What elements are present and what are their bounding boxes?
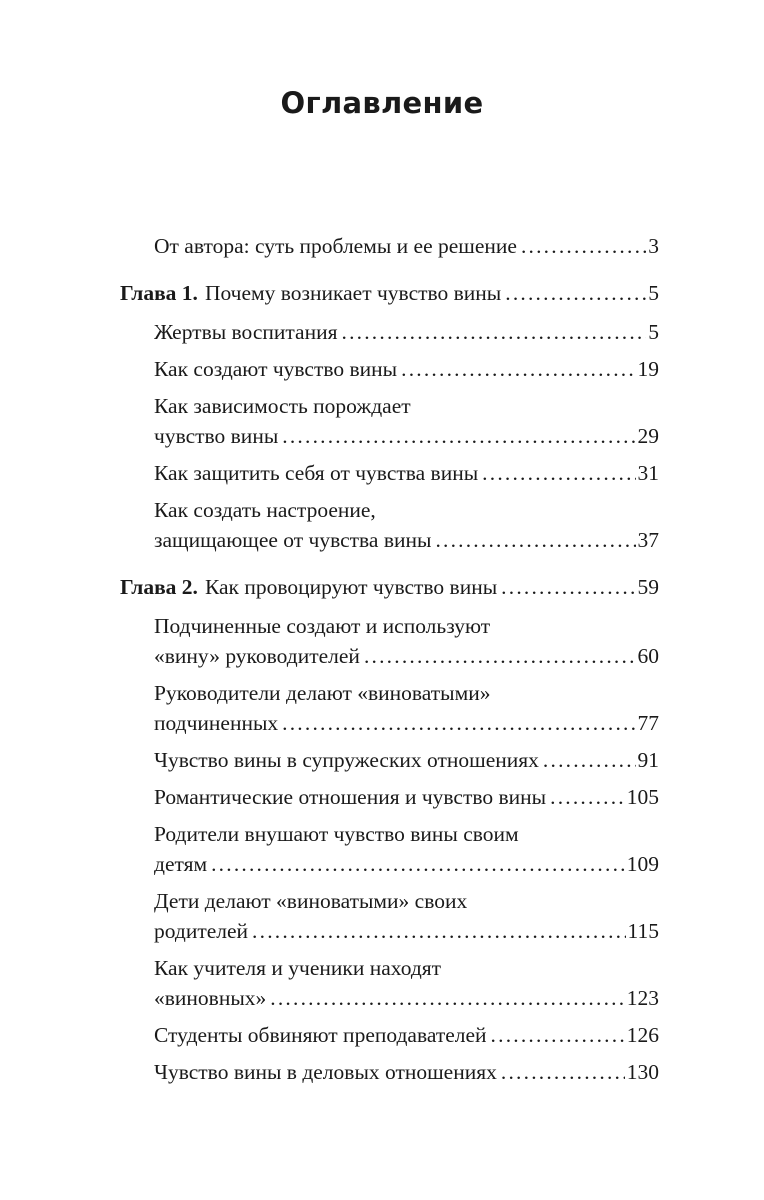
toc-entry-page: 115 (627, 919, 659, 943)
toc-entry-page: 91 (637, 748, 659, 772)
toc-entry-page: 60 (637, 644, 659, 668)
leader-dots (211, 849, 625, 879)
toc-entry (154, 819, 659, 879)
toc-entry-title-line1: Как зависимость порождает (154, 394, 411, 418)
toc-entry-title-line2: детям (154, 852, 208, 876)
toc-entry-title: Почему возникает чувство вины (204, 281, 502, 305)
toc-entry-title-line2: «вину» руководителей (154, 644, 360, 668)
toc-entry-page: 3 (648, 234, 659, 258)
leader-dots (501, 1057, 625, 1087)
leader-dots (282, 708, 635, 738)
toc-entry-page: 130 (626, 1060, 659, 1084)
toc-entry (154, 458, 659, 488)
toc-entry-author-preface (154, 231, 659, 261)
toc-entry (154, 886, 659, 946)
chapter-label: Глава 1. (120, 281, 198, 305)
toc-entry-title: Как создают чувство вины (154, 357, 398, 381)
toc-entry (154, 953, 659, 1013)
leader-dots (482, 458, 635, 488)
toc-entry-title: Жертвы воспитания (154, 320, 338, 344)
toc-entry-title-line2: подчиненных (154, 711, 279, 735)
toc-entry-page: 5 (648, 281, 659, 305)
toc-entry-title-line1: Как создать настроение, (154, 498, 376, 522)
toc-entry (154, 745, 659, 775)
toc-entry-title-line2: защищающее от чувства вины (154, 528, 432, 552)
toc-entry-title: Как защитить себя от чувства вины (154, 461, 479, 485)
toc-entry-title-line1: Подчиненные создают и используют (154, 614, 491, 638)
toc-entry-page: 126 (626, 1023, 659, 1047)
toc-entry-title-line1: Как учителя и ученики находят (154, 956, 442, 980)
table-of-contents (0, 231, 764, 1087)
chapter-label: Глава 2. (120, 575, 198, 599)
leader-dots (270, 983, 624, 1013)
leader-dots (550, 782, 625, 812)
toc-entry-page: 31 (637, 461, 659, 485)
toc-entry (154, 391, 659, 451)
leader-dots (543, 745, 636, 775)
leader-dots (342, 317, 647, 347)
toc-chapter-2 (120, 572, 659, 602)
toc-entry-page: 59 (637, 575, 659, 599)
toc-entry (154, 495, 659, 555)
toc-entry-title-line2: чувство вины (154, 424, 279, 448)
toc-entry-title-line1: Родители внушают чувство вины своим (154, 822, 519, 846)
toc-entry (154, 1057, 659, 1087)
toc-entry-title: Студенты обвиняют преподавателей (154, 1023, 487, 1047)
leader-dots (252, 916, 626, 946)
leader-dots (491, 1020, 625, 1050)
toc-entry-title: Чувство вины в деловых отношениях (154, 1060, 497, 1084)
toc-entry-title: Чувство вины в супружеских отношениях (154, 748, 539, 772)
toc-entry (154, 678, 659, 738)
toc-entry (154, 317, 659, 347)
leader-dots (401, 354, 635, 384)
leader-dots (364, 641, 636, 671)
leader-dots (505, 278, 646, 308)
leader-dots (501, 572, 635, 602)
toc-entry-title: Как провоцируют чувство вины (204, 575, 498, 599)
toc-entry-page: 19 (637, 357, 659, 381)
toc-chapter-1 (120, 278, 659, 308)
toc-entry-page: 37 (637, 528, 659, 552)
toc-entry-title-line1: Дети делают «виноватыми» своих (154, 889, 468, 913)
leader-dots (435, 525, 635, 555)
toc-entry (154, 354, 659, 384)
toc-entry-title: Романтические отношения и чувство вины (154, 785, 547, 809)
toc-entry-page: 105 (626, 785, 659, 809)
toc-entry-page: 77 (637, 711, 659, 735)
page-title: Оглавление (280, 86, 484, 120)
leader-dots (521, 231, 646, 261)
toc-entry (154, 782, 659, 812)
toc-entry-title: От автора: суть проблемы и ее решение (154, 234, 517, 258)
toc-entry (154, 611, 659, 671)
toc-entry-title-line2: родителей (154, 919, 249, 943)
toc-entry-title-line2: «виновных» (154, 986, 267, 1010)
toc-entry-title-line1: Руководители делают «виноватыми» (154, 681, 491, 705)
toc-entry-page: 123 (626, 986, 659, 1010)
toc-entry-page: 29 (637, 424, 659, 448)
toc-entry-page: 109 (626, 852, 659, 876)
toc-entry-page: 5 (648, 320, 659, 344)
leader-dots (282, 421, 635, 451)
toc-entry (154, 1020, 659, 1050)
